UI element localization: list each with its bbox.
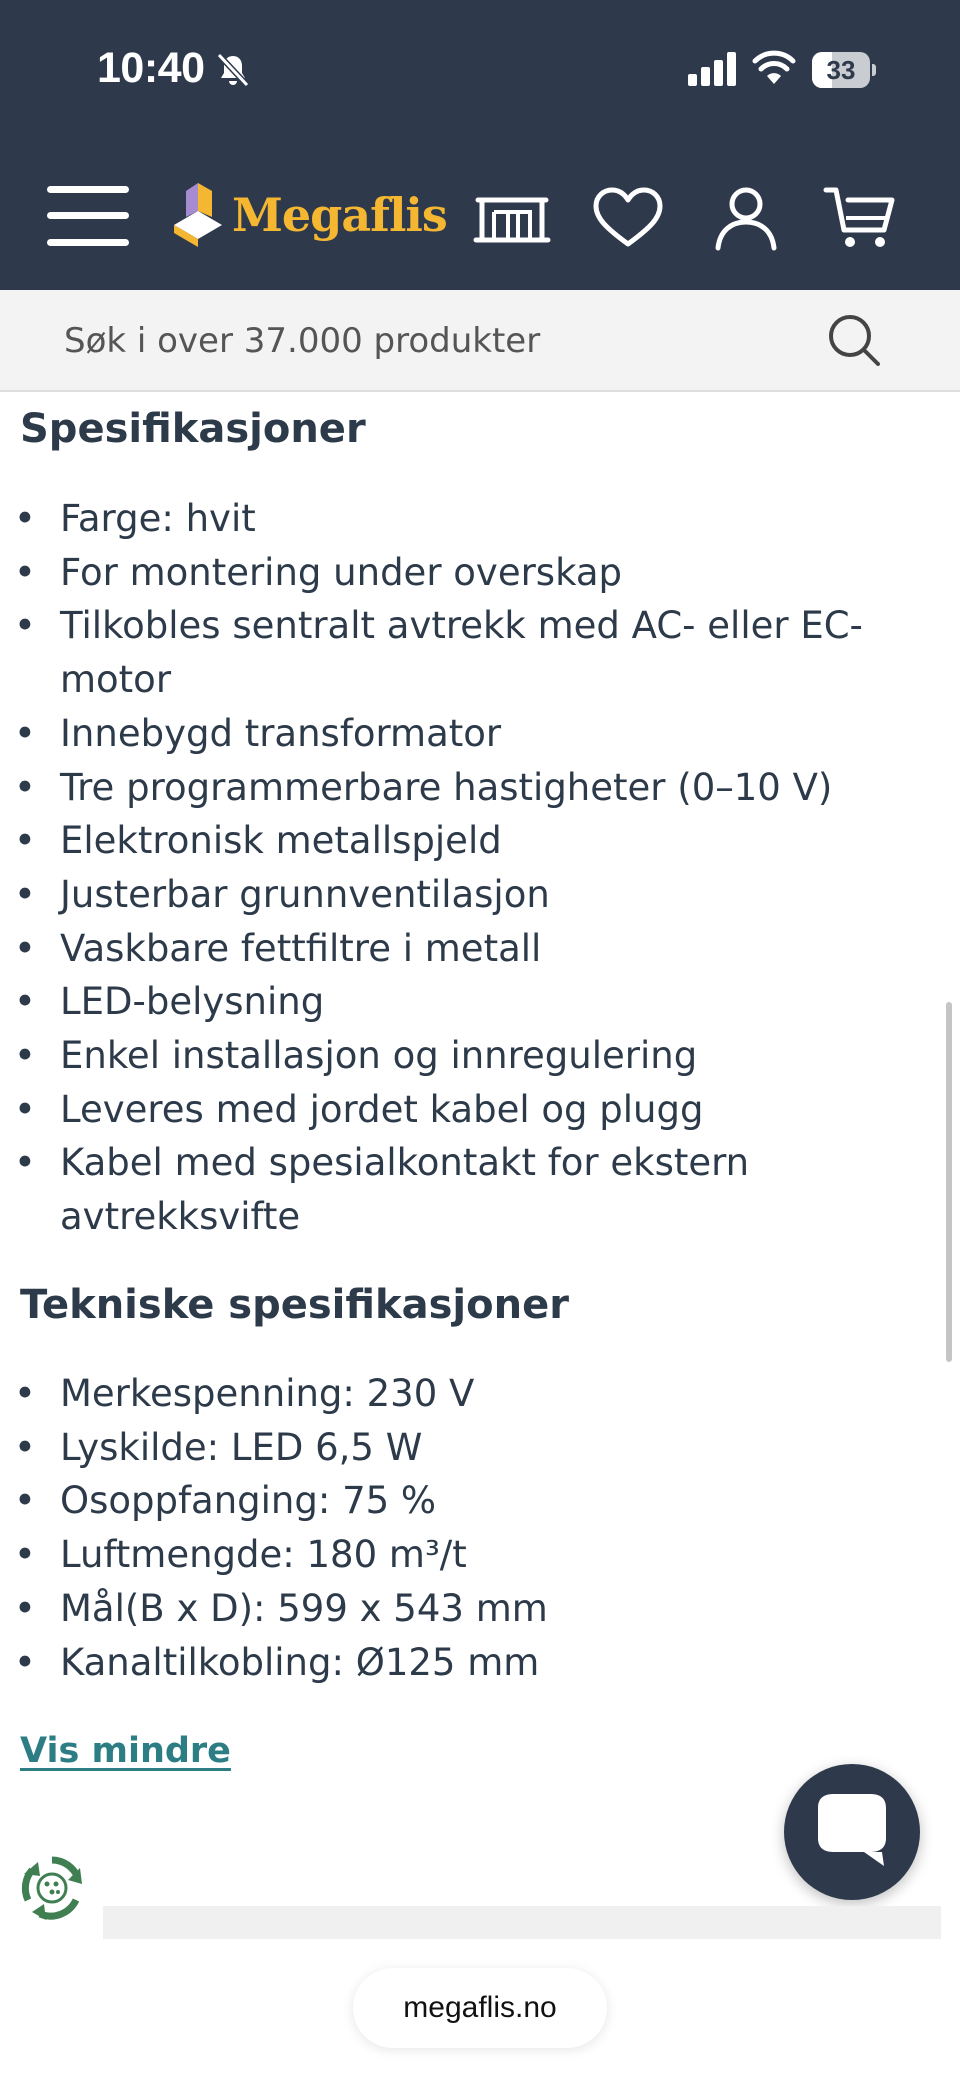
logo-mark-icon — [172, 181, 224, 249]
cellular-signal-icon — [688, 52, 738, 86]
list-item: • Tilkobles sentralt avtrekk med AC- eller EC-motor — [12, 599, 940, 706]
shopping-cart-icon[interactable] — [822, 182, 902, 254]
bell-muted-icon — [216, 52, 250, 88]
scrollbar[interactable] — [946, 1002, 952, 1362]
technical-specifications-heading: Tekniske spesifikasjoner — [20, 1282, 569, 1328]
list-item: • Vaskbare fettfiltre i metall — [12, 922, 940, 976]
browser-url-bar[interactable]: megaflis.no — [353, 1968, 607, 2048]
recycle-icon[interactable] — [18, 1854, 86, 1922]
chat-button[interactable] — [784, 1764, 920, 1900]
megaflis-logo[interactable] — [172, 180, 447, 250]
list-item: • Osoppfanging: 75 % — [12, 1474, 940, 1528]
specifications-heading: Spesifikasjoner — [20, 406, 366, 452]
list-item: • Mål(B x D): 599 x 543 mm — [12, 1582, 940, 1636]
battery-level: 33 — [826, 55, 856, 85]
list-item: • Justerbar grunnventilasjon — [12, 868, 940, 922]
list-item: • Innebygd transformator — [12, 707, 940, 761]
wifi-icon — [752, 50, 796, 86]
list-item: • Enkel installasjon og innregulering — [12, 1029, 940, 1083]
search-bar — [0, 290, 960, 392]
list-item: • Kabel med spesialkontakt for ekstern avtrekksvifte — [12, 1136, 940, 1243]
list-item: • Luftmengde: 180 m³/t — [12, 1528, 940, 1582]
list-item: • LED-belysning — [12, 975, 940, 1029]
list-item: • Kanaltilkobling: Ø125 mm — [12, 1636, 940, 1690]
chat-bubble-icon — [784, 1764, 920, 1900]
heart-icon[interactable] — [588, 182, 668, 254]
hamburger-menu-icon[interactable] — [47, 186, 129, 246]
list-item: • Merkespenning: 230 V — [12, 1367, 940, 1421]
specifications-list — [60, 492, 940, 1244]
logo-text: Megaflis — [232, 188, 447, 242]
show-less-link[interactable]: Vis mindre — [20, 1731, 231, 1771]
list-item: • For montering under overskap — [12, 546, 940, 600]
showroom-icon[interactable] — [472, 182, 552, 254]
battery-indicator — [812, 52, 876, 88]
list-item: • Farge: hvit — [12, 492, 940, 546]
list-item: • Elektronisk metallspjeld — [12, 814, 940, 868]
user-account-icon[interactable] — [706, 182, 786, 254]
list-item: • Tre programmerbare hastigheter (0–10 V) — [12, 761, 940, 815]
list-item: • Lyskilde: LED 6,5 W — [12, 1421, 940, 1475]
search-input[interactable] — [64, 316, 804, 366]
list-item: • Leveres med jordet kabel og plugg — [12, 1083, 940, 1137]
content-placeholder — [103, 1906, 941, 1939]
technical-specifications-list — [60, 1367, 940, 1689]
status-time: 10:40 — [97, 44, 205, 92]
site-header — [0, 0, 960, 290]
search-icon[interactable] — [826, 312, 882, 368]
